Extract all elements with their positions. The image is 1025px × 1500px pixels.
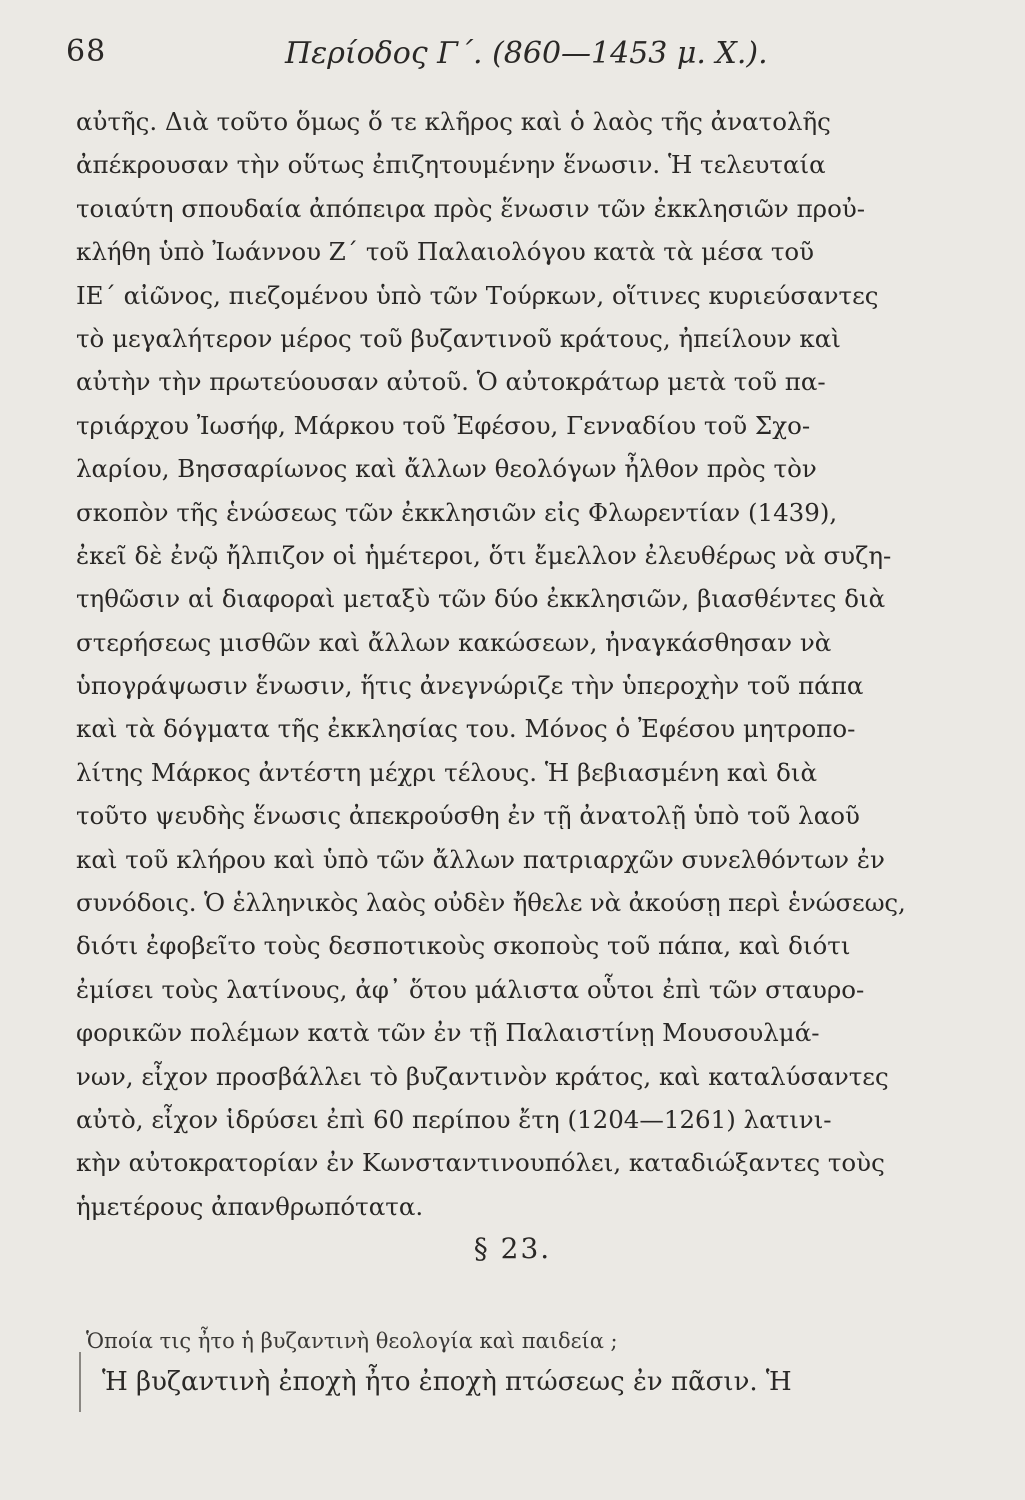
text-line: ἀπέκρουσαν τὴν οὕτως ἐπιζητουμένην ἕνωσιν. Ἡ τελευταία (76, 150, 826, 180)
page-number: 68 (66, 34, 107, 69)
text-line: διότι ἐφοβεῖτο τοὺς δεσποτικοὺς σκοποὺς τοῦ πάπα, καὶ διότι (76, 931, 851, 961)
text-line: σκοπὸν τῆς ἑνώσεως τῶν ἐκκλησιῶν εἰς Φλωρεντίαν (1439), (76, 497, 838, 527)
text-line: συνόδοις. Ὁ ἑλληνικὸς λαὸς οὐδὲν ἤθελε νὰ ἀκούσῃ περὶ ἑνώσεως, (76, 888, 906, 918)
text-line: τὸ μεγαλήτερον μέρος τοῦ βυζαντινοῦ κράτους, ἠπείλουν καὶ (76, 323, 841, 353)
text-line: τοῦτο ψευδὴς ἕνωσις ἀπεκρούσθη ἐν τῇ ἀνατολῇ ὑπὸ τοῦ λαοῦ (76, 801, 860, 831)
section-summary (86, 1322, 946, 1404)
margin-rule (79, 1352, 81, 1412)
text-line: λίτης Μάρκος ἀντέστη μέχρι τέλους. Ἡ βεβιασμένη καὶ διὰ (76, 757, 818, 787)
body-paragraph (76, 100, 906, 1228)
text-line: ἐκεῖ δὲ ἐνῷ ἤλπιζον οἱ ἡμέτεροι, ὅτι ἔμελλον ἐλευθέρως νὰ συζη- (76, 540, 892, 570)
section-first-line: Ἡ βυζαντινὴ ἐποχὴ ἦτο ἐποχὴ πτώσεως ἐν πᾶσιν. Ἡ (102, 1367, 792, 1397)
text-line: στερήσεως μισθῶν καὶ ἄλλων κακώσεων, ἠναγκάσθησαν νὰ (76, 627, 832, 657)
text-line: κὴν αὐτοκρατορίαν ἐν Κωνσταντινουπόλει, καταδιώξαντες τοὺς (76, 1148, 885, 1178)
text-line: λαρίου, Βησσαρίωνος καὶ ἄλλων θεολόγων ἦλθον πρὸς τὸν (76, 454, 817, 484)
text-line: ΙΕ΄ αἰῶνος, πιεζομένου ὑπὸ τῶν Τούρκων, οἵτινες κυριεύσαντες (76, 280, 879, 310)
text-line: ὑπογράψωσιν ἕνωσιν, ἥτις ἀνεγνώριζε τὴν ὑπεροχὴν τοῦ πάπα (76, 671, 864, 701)
text-line: τηθῶσιν αἱ διαφοραὶ μεταξὺ τῶν δύο ἐκκλησιῶν, βιασθέντες διὰ (76, 584, 886, 614)
text-line: αὐτὴν τὴν πρωτεύουσαν αὐτοῦ. Ὁ αὐτοκράτωρ μετὰ τοῦ πα- (76, 367, 826, 397)
text-line: τριάρχου Ἰωσήφ, Μάρκου τοῦ Ἐφέσου, Γενναδίου τοῦ Σχο- (76, 410, 811, 440)
text-line: αὐτὸ, εἶχον ἱδρύσει ἐπὶ 60 περίπου ἔτη (1204—1261) λατινι- (76, 1104, 832, 1134)
text-line: ἡμετέρους ἀπανθρωπότατα. (76, 1191, 424, 1221)
text-line: τοιαύτη σπουδαία ἀπόπειρα πρὸς ἕνωσιν τῶν ἐκκλησιῶν προὐ- (76, 193, 866, 223)
text-line: κλήθη ὑπὸ Ἰωάννου Ζ΄ τοῦ Παλαιολόγου κατὰ τὰ μέσα τοῦ (76, 237, 815, 267)
section-heading: § 23. (473, 1232, 552, 1265)
text-line: καὶ τὰ δόγματα τῆς ἐκκλησίας του. Μόνος ὁ Ἐφέσου μητροπο- (76, 714, 856, 744)
text-line: καὶ τοῦ κλήρου καὶ ὑπὸ τῶν ἄλλων πατριαρχῶν συνελθόντων ἐν (76, 844, 885, 874)
text-line: ἐμίσει τοὺς λατίνους, ἀφ᾽ ὅτου μάλιστα οὗτοι ἐπὶ τῶν σταυρο- (76, 974, 865, 1004)
running-head: Περίοδος Γ΄. (860—1453 μ. Χ.). (285, 36, 768, 71)
text-line: νων, εἶχον προσβάλλει τὸ βυζαντινὸν κράτος, καὶ καταλύσαντες (76, 1061, 889, 1091)
text-line: αὐτῆς. Διὰ τοῦτο ὅμως ὅ τε κλῆρος καὶ ὁ λαὸς τῆς ἀνατολῆς (76, 107, 831, 136)
text-line: φορικῶν πολέμων κατὰ τῶν ἐν τῇ Παλαιστίνῃ Μουσουλμά- (76, 1018, 820, 1048)
section-question: Ὁποία τις ἦτο ἡ βυζαντινὴ θεολογία καὶ παιδεία ; (86, 1329, 618, 1353)
page-header (0, 28, 1025, 88)
